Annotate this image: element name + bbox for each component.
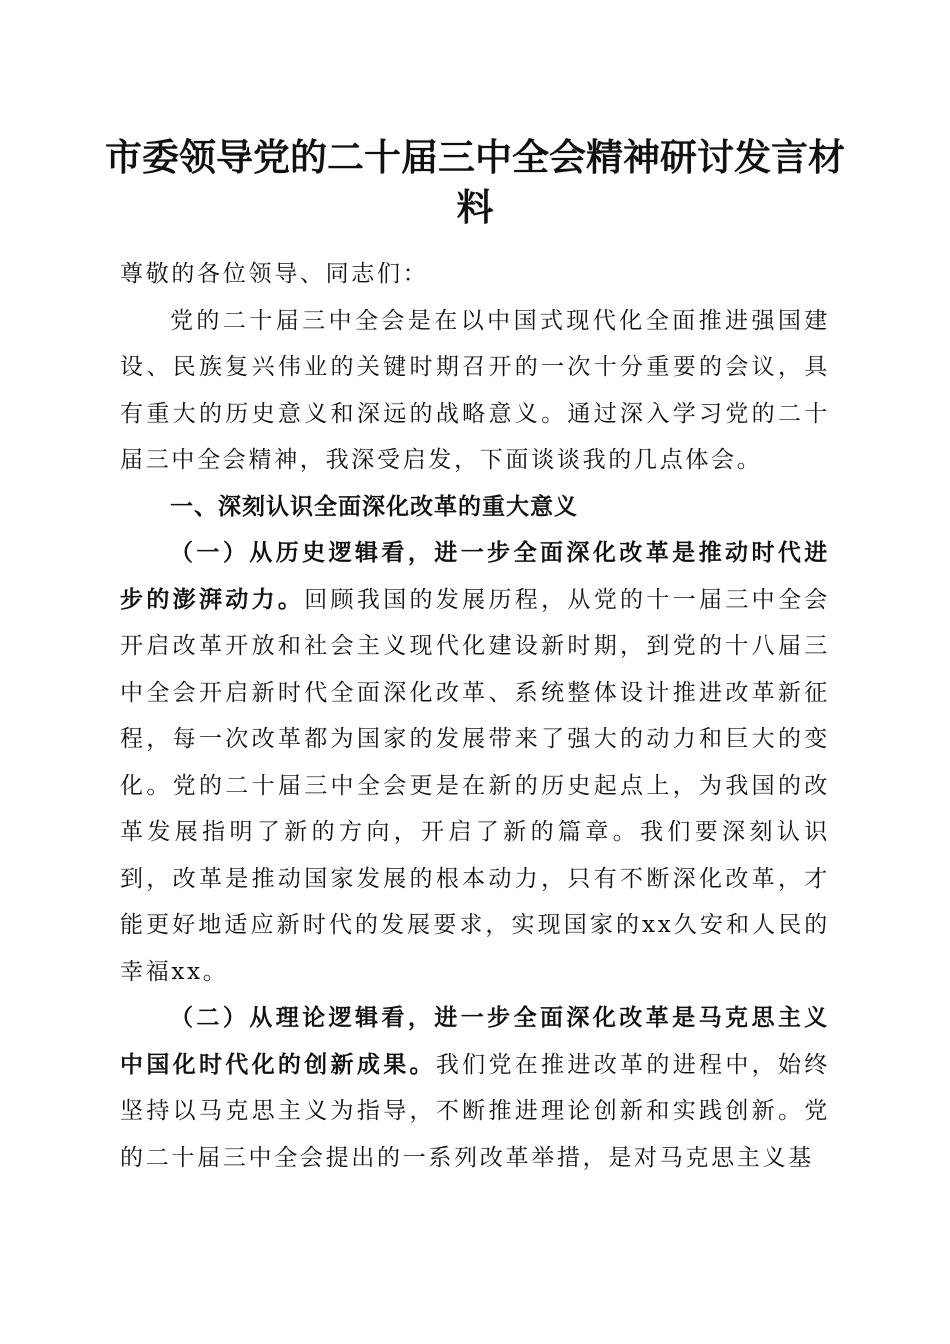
document-title: 市委领导党的二十届三中全会精神研讨发言材料 [105,135,845,229]
section-heading: 一、深刻认识全面深化改革的重大意义 [170,493,578,520]
intro-paragraph: 党的二十届三中全会是在以中国式现代化全面推进强国建设、民族复兴伟业的关键时期召开的一次十分重要的会议，具有重大的历史意义和深远的战略意义。通过深入学习党的二十届三中全会精神，我深受启发，下面谈谈我的几点体会。 [120,307,830,473]
point-lead-1: （一）从历史逻辑看，进一步全面深化改革是推动时代进步的澎湃动力。 [120,539,830,613]
point-lead-2: （二）从理论逻辑看，进一步全面深化改革是马克思主义中国化时代化的创新成果。 [120,1004,830,1078]
document-body [120,251,830,1181]
point-body-2: 我们党在推进改革的进程中，始终坚持以马克思主义为指导，不断推进理论创新和实践创新。党的二十届三中全会提出的一系列改革举措，是对马克思主义基 [120,1051,830,1171]
point-paragraph-1 [120,530,830,995]
point-paragraph-2 [120,995,830,1181]
salutation: 尊敬的各位领导、同志们： [120,261,429,287]
point-body-1: 回顾我国的发展历程，从党的十一届三中全会开启改革开放和社会主义现代化建设新时期，到党的十八届三中全会开启新时代全面深化改革、系统整体设计推进改革新征程，每一次改革都为国家的发展带来了强大的动力和巨大的变化。党的二十届三中全会更是在新的历史起点上，为我国的改革发展指明了新的方向，开启了新的篇章。我们要深刻认识到，改革是推动国家发展的根本动力，只有不断深化改革，才能更好地适应新时代的发展要求，实现国家的xx久安和人民的幸福xx。 [120,586,830,985]
